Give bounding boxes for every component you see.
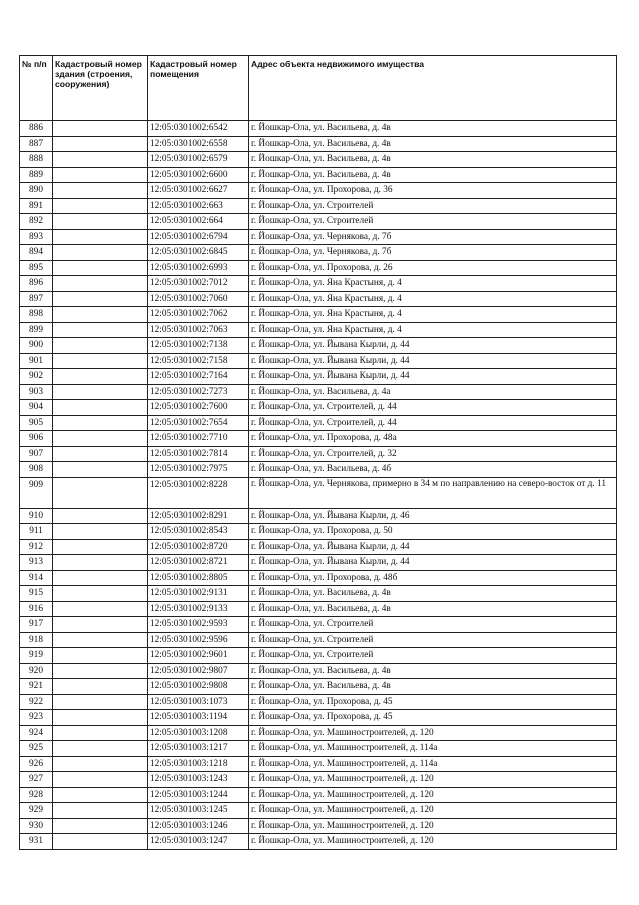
building-cadastral-cell xyxy=(53,136,148,152)
row-number-cell: 895 xyxy=(20,260,53,276)
table-row xyxy=(20,818,617,834)
building-cadastral-cell xyxy=(53,508,148,524)
room-cadastral-cell: 12:05:0301002:9596 xyxy=(148,632,249,648)
building-cadastral-cell xyxy=(53,663,148,679)
address-cell: г. Йошкар-Ола, ул. Машиностроителей, д. 114а xyxy=(249,741,617,757)
address-cell: г. Йошкар-Ола, ул. Васильева, д. 4в xyxy=(249,663,617,679)
room-cadastral-cell: 12:05:0301002:663 xyxy=(148,198,249,214)
row-number-cell: 893 xyxy=(20,229,53,245)
row-number-cell: 929 xyxy=(20,803,53,819)
row-number-cell: 915 xyxy=(20,586,53,602)
room-cadastral-cell: 12:05:0301002:9133 xyxy=(148,601,249,617)
address-cell: г. Йошкар-Ола, ул. Йывана Кырли, д. 46 xyxy=(249,508,617,524)
room-cadastral-cell: 12:05:0301002:7063 xyxy=(148,322,249,338)
address-cell: г. Йошкар-Ола, ул. Строителей xyxy=(249,632,617,648)
address-cell: г. Йошкар-Ола, ул. Машиностроителей, д. 120 xyxy=(249,725,617,741)
row-number-cell: 927 xyxy=(20,772,53,788)
address-cell: г. Йошкар-Ола, ул. Яна Крастыня, д. 4 xyxy=(249,307,617,323)
room-cadastral-cell: 12:05:0301003:1245 xyxy=(148,803,249,819)
room-cadastral-cell: 12:05:0301003:1217 xyxy=(148,741,249,757)
table-body xyxy=(20,121,617,850)
table-row xyxy=(20,477,617,508)
table-row xyxy=(20,694,617,710)
room-cadastral-cell: 12:05:0301002:7062 xyxy=(148,307,249,323)
room-cadastral-cell: 12:05:0301002:6794 xyxy=(148,229,249,245)
building-cadastral-cell xyxy=(53,539,148,555)
address-cell: г. Йошкар-Ола, ул. Яна Крастыня, д. 4 xyxy=(249,291,617,307)
address-cell: г. Йошкар-Ола, ул. Чернякова, д. 7б xyxy=(249,229,617,245)
row-number-cell: 916 xyxy=(20,601,53,617)
property-table xyxy=(19,55,617,850)
table-row xyxy=(20,648,617,664)
address-cell: г. Йошкар-Ола, ул. Прохорова, д. 26 xyxy=(249,260,617,276)
row-number-cell: 928 xyxy=(20,787,53,803)
building-cadastral-cell xyxy=(53,477,148,508)
room-cadastral-cell: 12:05:0301003:1208 xyxy=(148,725,249,741)
address-cell: г. Йошкар-Ола, ул. Машиностроителей, д. 114а xyxy=(249,756,617,772)
row-number-cell: 920 xyxy=(20,663,53,679)
table-row xyxy=(20,136,617,152)
building-cadastral-cell xyxy=(53,353,148,369)
building-cadastral-cell xyxy=(53,632,148,648)
table-row xyxy=(20,617,617,633)
table-row xyxy=(20,431,617,447)
address-cell: г. Йошкар-Ола, ул. Васильева, д. 4в xyxy=(249,152,617,168)
building-cadastral-cell xyxy=(53,524,148,540)
room-cadastral-cell: 12:05:0301002:8805 xyxy=(148,570,249,586)
row-number-cell: 918 xyxy=(20,632,53,648)
table-row xyxy=(20,384,617,400)
row-number-cell: 910 xyxy=(20,508,53,524)
room-cadastral-cell: 12:05:0301002:8228 xyxy=(148,477,249,508)
row-number-cell: 904 xyxy=(20,400,53,416)
room-cadastral-cell: 12:05:0301002:6542 xyxy=(148,121,249,137)
room-cadastral-cell: 12:05:0301002:6845 xyxy=(148,245,249,261)
document-page xyxy=(19,55,616,850)
table-row xyxy=(20,539,617,555)
row-number-cell: 896 xyxy=(20,276,53,292)
table-row xyxy=(20,400,617,416)
building-cadastral-cell xyxy=(53,710,148,726)
room-cadastral-cell: 12:05:0301003:1073 xyxy=(148,694,249,710)
address-cell: г. Йошкар-Ола, ул. Машиностроителей, д. 120 xyxy=(249,803,617,819)
building-cadastral-cell xyxy=(53,446,148,462)
table-row xyxy=(20,369,617,385)
table-row xyxy=(20,756,617,772)
table-row xyxy=(20,338,617,354)
table-row xyxy=(20,524,617,540)
row-number-cell: 914 xyxy=(20,570,53,586)
building-cadastral-cell xyxy=(53,586,148,602)
building-cadastral-cell xyxy=(53,555,148,571)
row-number-cell: 897 xyxy=(20,291,53,307)
row-number-cell: 923 xyxy=(20,710,53,726)
table-row xyxy=(20,632,617,648)
row-number-cell: 889 xyxy=(20,167,53,183)
address-cell: г. Йошкар-Ола, ул. Прохорова, д. 45 xyxy=(249,710,617,726)
building-cadastral-cell xyxy=(53,787,148,803)
building-cadastral-cell xyxy=(53,369,148,385)
building-cadastral-cell xyxy=(53,322,148,338)
table-row xyxy=(20,570,617,586)
address-cell: г. Йошкар-Ола, ул. Прохорова, д. 45 xyxy=(249,694,617,710)
row-number-cell: 926 xyxy=(20,756,53,772)
building-cadastral-cell xyxy=(53,725,148,741)
building-cadastral-cell xyxy=(53,648,148,664)
room-cadastral-cell: 12:05:0301002:7138 xyxy=(148,338,249,354)
room-cadastral-cell: 12:05:0301002:7975 xyxy=(148,462,249,478)
table-row xyxy=(20,446,617,462)
building-cadastral-cell xyxy=(53,803,148,819)
table-row xyxy=(20,229,617,245)
table-row xyxy=(20,276,617,292)
address-cell: г. Йошкар-Ола, ул. Строителей, д. 32 xyxy=(249,446,617,462)
room-cadastral-cell: 12:05:0301002:7060 xyxy=(148,291,249,307)
building-cadastral-cell xyxy=(53,338,148,354)
address-cell: г. Йошкар-Ола, ул. Строителей xyxy=(249,617,617,633)
address-cell: г. Йошкар-Ола, ул. Строителей xyxy=(249,648,617,664)
row-number-cell: 907 xyxy=(20,446,53,462)
table-row xyxy=(20,307,617,323)
row-number-cell: 902 xyxy=(20,369,53,385)
table-row xyxy=(20,772,617,788)
address-cell: г. Йошкар-Ола, ул. Васильева, д. 4в xyxy=(249,121,617,137)
row-number-cell: 901 xyxy=(20,353,53,369)
row-number-cell: 921 xyxy=(20,679,53,695)
building-cadastral-cell xyxy=(53,741,148,757)
building-cadastral-cell xyxy=(53,834,148,850)
row-number-cell: 930 xyxy=(20,818,53,834)
building-cadastral-cell xyxy=(53,245,148,261)
table-row xyxy=(20,601,617,617)
room-cadastral-cell: 12:05:0301002:8291 xyxy=(148,508,249,524)
table-row xyxy=(20,834,617,850)
building-cadastral-cell xyxy=(53,214,148,230)
table-row xyxy=(20,152,617,168)
table-header xyxy=(20,56,617,121)
room-cadastral-cell: 12:05:0301002:7710 xyxy=(148,431,249,447)
building-cadastral-cell xyxy=(53,462,148,478)
address-cell: г. Йошкар-Ола, ул. Йывана Кырли, д. 44 xyxy=(249,555,617,571)
header-building-cadastral: Кадастровый номер здания (строения, сооружения) xyxy=(53,56,148,121)
building-cadastral-cell xyxy=(53,152,148,168)
room-cadastral-cell: 12:05:0301002:7814 xyxy=(148,446,249,462)
room-cadastral-cell: 12:05:0301002:9593 xyxy=(148,617,249,633)
row-number-cell: 908 xyxy=(20,462,53,478)
building-cadastral-cell xyxy=(53,183,148,199)
building-cadastral-cell xyxy=(53,431,148,447)
table-row xyxy=(20,586,617,602)
room-cadastral-cell: 12:05:0301002:9131 xyxy=(148,586,249,602)
address-cell: г. Йошкар-Ола, ул. Машиностроителей, д. 120 xyxy=(249,834,617,850)
row-number-cell: 925 xyxy=(20,741,53,757)
building-cadastral-cell xyxy=(53,570,148,586)
row-number-cell: 909 xyxy=(20,477,53,508)
room-cadastral-cell: 12:05:0301002:664 xyxy=(148,214,249,230)
room-cadastral-cell: 12:05:0301003:1194 xyxy=(148,710,249,726)
room-cadastral-cell: 12:05:0301003:1246 xyxy=(148,818,249,834)
room-cadastral-cell: 12:05:0301002:6993 xyxy=(148,260,249,276)
address-cell: г. Йошкар-Ола, ул. Машиностроителей, д. 120 xyxy=(249,787,617,803)
row-number-cell: 917 xyxy=(20,617,53,633)
row-number-cell: 903 xyxy=(20,384,53,400)
building-cadastral-cell xyxy=(53,121,148,137)
table-row xyxy=(20,167,617,183)
building-cadastral-cell xyxy=(53,307,148,323)
address-cell: г. Йошкар-Ола, ул. Прохорова, д. 36 xyxy=(249,183,617,199)
row-number-cell: 924 xyxy=(20,725,53,741)
address-cell: г. Йошкар-Ола, ул. Васильева, д. 4в xyxy=(249,136,617,152)
address-cell: г. Йошкар-Ола, ул. Чернякова, д. 7б xyxy=(249,245,617,261)
building-cadastral-cell xyxy=(53,679,148,695)
building-cadastral-cell xyxy=(53,276,148,292)
address-cell: г. Йошкар-Ола, ул. Строителей, д. 44 xyxy=(249,400,617,416)
table-row xyxy=(20,462,617,478)
building-cadastral-cell xyxy=(53,756,148,772)
address-cell: г. Йошкар-Ола, ул. Васильева, д. 4б xyxy=(249,462,617,478)
building-cadastral-cell xyxy=(53,601,148,617)
address-cell: г. Йошкар-Ола, ул. Васильева, д. 4в xyxy=(249,167,617,183)
room-cadastral-cell: 12:05:0301003:1218 xyxy=(148,756,249,772)
address-cell: г. Йошкар-Ола, ул. Васильева, д. 4в xyxy=(249,679,617,695)
row-number-cell: 886 xyxy=(20,121,53,137)
building-cadastral-cell xyxy=(53,415,148,431)
address-cell: г. Йошкар-Ола, ул. Прохорова, д. 50 xyxy=(249,524,617,540)
row-number-cell: 888 xyxy=(20,152,53,168)
row-number-cell: 890 xyxy=(20,183,53,199)
row-number-cell: 912 xyxy=(20,539,53,555)
row-number-cell: 931 xyxy=(20,834,53,850)
table-row xyxy=(20,291,617,307)
row-number-cell: 913 xyxy=(20,555,53,571)
header-row-number: № п/п xyxy=(20,56,53,121)
room-cadastral-cell: 12:05:0301002:8543 xyxy=(148,524,249,540)
row-number-cell: 905 xyxy=(20,415,53,431)
building-cadastral-cell xyxy=(53,291,148,307)
table-row xyxy=(20,679,617,695)
building-cadastral-cell xyxy=(53,260,148,276)
table-row xyxy=(20,245,617,261)
building-cadastral-cell xyxy=(53,167,148,183)
building-cadastral-cell xyxy=(53,229,148,245)
building-cadastral-cell xyxy=(53,400,148,416)
building-cadastral-cell xyxy=(53,198,148,214)
table-row xyxy=(20,260,617,276)
table-row xyxy=(20,415,617,431)
room-cadastral-cell: 12:05:0301002:7654 xyxy=(148,415,249,431)
row-number-cell: 891 xyxy=(20,198,53,214)
table-row xyxy=(20,741,617,757)
table-row xyxy=(20,121,617,137)
address-cell: г. Йошкар-Ола, ул. Йывана Кырли, д. 44 xyxy=(249,369,617,385)
building-cadastral-cell xyxy=(53,772,148,788)
address-cell: г. Йошкар-Ола, ул. Йывана Кырли, д. 44 xyxy=(249,353,617,369)
building-cadastral-cell xyxy=(53,617,148,633)
header-room-cadastral: Кадастровый номер помещения xyxy=(148,56,249,121)
row-number-cell: 911 xyxy=(20,524,53,540)
building-cadastral-cell xyxy=(53,694,148,710)
table-row xyxy=(20,214,617,230)
table-row xyxy=(20,555,617,571)
table-row xyxy=(20,803,617,819)
table-row xyxy=(20,508,617,524)
room-cadastral-cell: 12:05:0301002:9808 xyxy=(148,679,249,695)
address-cell: г. Йошкар-Ола, ул. Строителей xyxy=(249,198,617,214)
room-cadastral-cell: 12:05:0301002:7012 xyxy=(148,276,249,292)
address-cell: г. Йошкар-Ола, ул. Строителей xyxy=(249,214,617,230)
room-cadastral-cell: 12:05:0301002:7158 xyxy=(148,353,249,369)
address-cell: г. Йошкар-Ола, ул. Чернякова, примерно в 34 м по направлению на северо-восток от д. 11 xyxy=(249,477,617,508)
row-number-cell: 906 xyxy=(20,431,53,447)
address-cell: г. Йошкар-Ола, ул. Машиностроителей, д. 120 xyxy=(249,818,617,834)
row-number-cell: 892 xyxy=(20,214,53,230)
table-row xyxy=(20,787,617,803)
building-cadastral-cell xyxy=(53,818,148,834)
header-address: Адрес объекта недвижимого имущества xyxy=(249,56,617,121)
room-cadastral-cell: 12:05:0301002:8721 xyxy=(148,555,249,571)
room-cadastral-cell: 12:05:0301003:1247 xyxy=(148,834,249,850)
room-cadastral-cell: 12:05:0301002:6600 xyxy=(148,167,249,183)
room-cadastral-cell: 12:05:0301002:9807 xyxy=(148,663,249,679)
room-cadastral-cell: 12:05:0301002:7164 xyxy=(148,369,249,385)
address-cell: г. Йошкар-Ола, ул. Йывана Кырли, д. 44 xyxy=(249,539,617,555)
table-row xyxy=(20,183,617,199)
table-row xyxy=(20,353,617,369)
table-row xyxy=(20,198,617,214)
header-row xyxy=(20,56,617,121)
address-cell: г. Йошкар-Ола, ул. Васильева, д. 4в xyxy=(249,601,617,617)
row-number-cell: 919 xyxy=(20,648,53,664)
table-row xyxy=(20,322,617,338)
address-cell: г. Йошкар-Ола, ул. Йывана Кырли, д. 44 xyxy=(249,338,617,354)
room-cadastral-cell: 12:05:0301002:7273 xyxy=(148,384,249,400)
room-cadastral-cell: 12:05:0301003:1244 xyxy=(148,787,249,803)
address-cell: г. Йошкар-Ола, ул. Яна Крастыня, д. 4 xyxy=(249,276,617,292)
address-cell: г. Йошкар-Ола, ул. Прохорова, д. 48а xyxy=(249,431,617,447)
room-cadastral-cell: 12:05:0301002:6558 xyxy=(148,136,249,152)
row-number-cell: 898 xyxy=(20,307,53,323)
room-cadastral-cell: 12:05:0301002:8720 xyxy=(148,539,249,555)
room-cadastral-cell: 12:05:0301002:6627 xyxy=(148,183,249,199)
room-cadastral-cell: 12:05:0301002:9601 xyxy=(148,648,249,664)
room-cadastral-cell: 12:05:0301002:6579 xyxy=(148,152,249,168)
room-cadastral-cell: 12:05:0301003:1243 xyxy=(148,772,249,788)
address-cell: г. Йошкар-Ола, ул. Васильева, д. 4а xyxy=(249,384,617,400)
building-cadastral-cell xyxy=(53,384,148,400)
table-row xyxy=(20,710,617,726)
room-cadastral-cell: 12:05:0301002:7600 xyxy=(148,400,249,416)
address-cell: г. Йошкар-Ола, ул. Васильева, д. 4в xyxy=(249,586,617,602)
row-number-cell: 922 xyxy=(20,694,53,710)
address-cell: г. Йошкар-Ола, ул. Машиностроителей, д. 120 xyxy=(249,772,617,788)
row-number-cell: 900 xyxy=(20,338,53,354)
table-row xyxy=(20,663,617,679)
row-number-cell: 899 xyxy=(20,322,53,338)
address-cell: г. Йошкар-Ола, ул. Яна Крастыня, д. 4 xyxy=(249,322,617,338)
table-row xyxy=(20,725,617,741)
address-cell: г. Йошкар-Ола, ул. Строителей, д. 44 xyxy=(249,415,617,431)
row-number-cell: 894 xyxy=(20,245,53,261)
address-cell: г. Йошкар-Ола, ул. Прохорова, д. 48б xyxy=(249,570,617,586)
row-number-cell: 887 xyxy=(20,136,53,152)
